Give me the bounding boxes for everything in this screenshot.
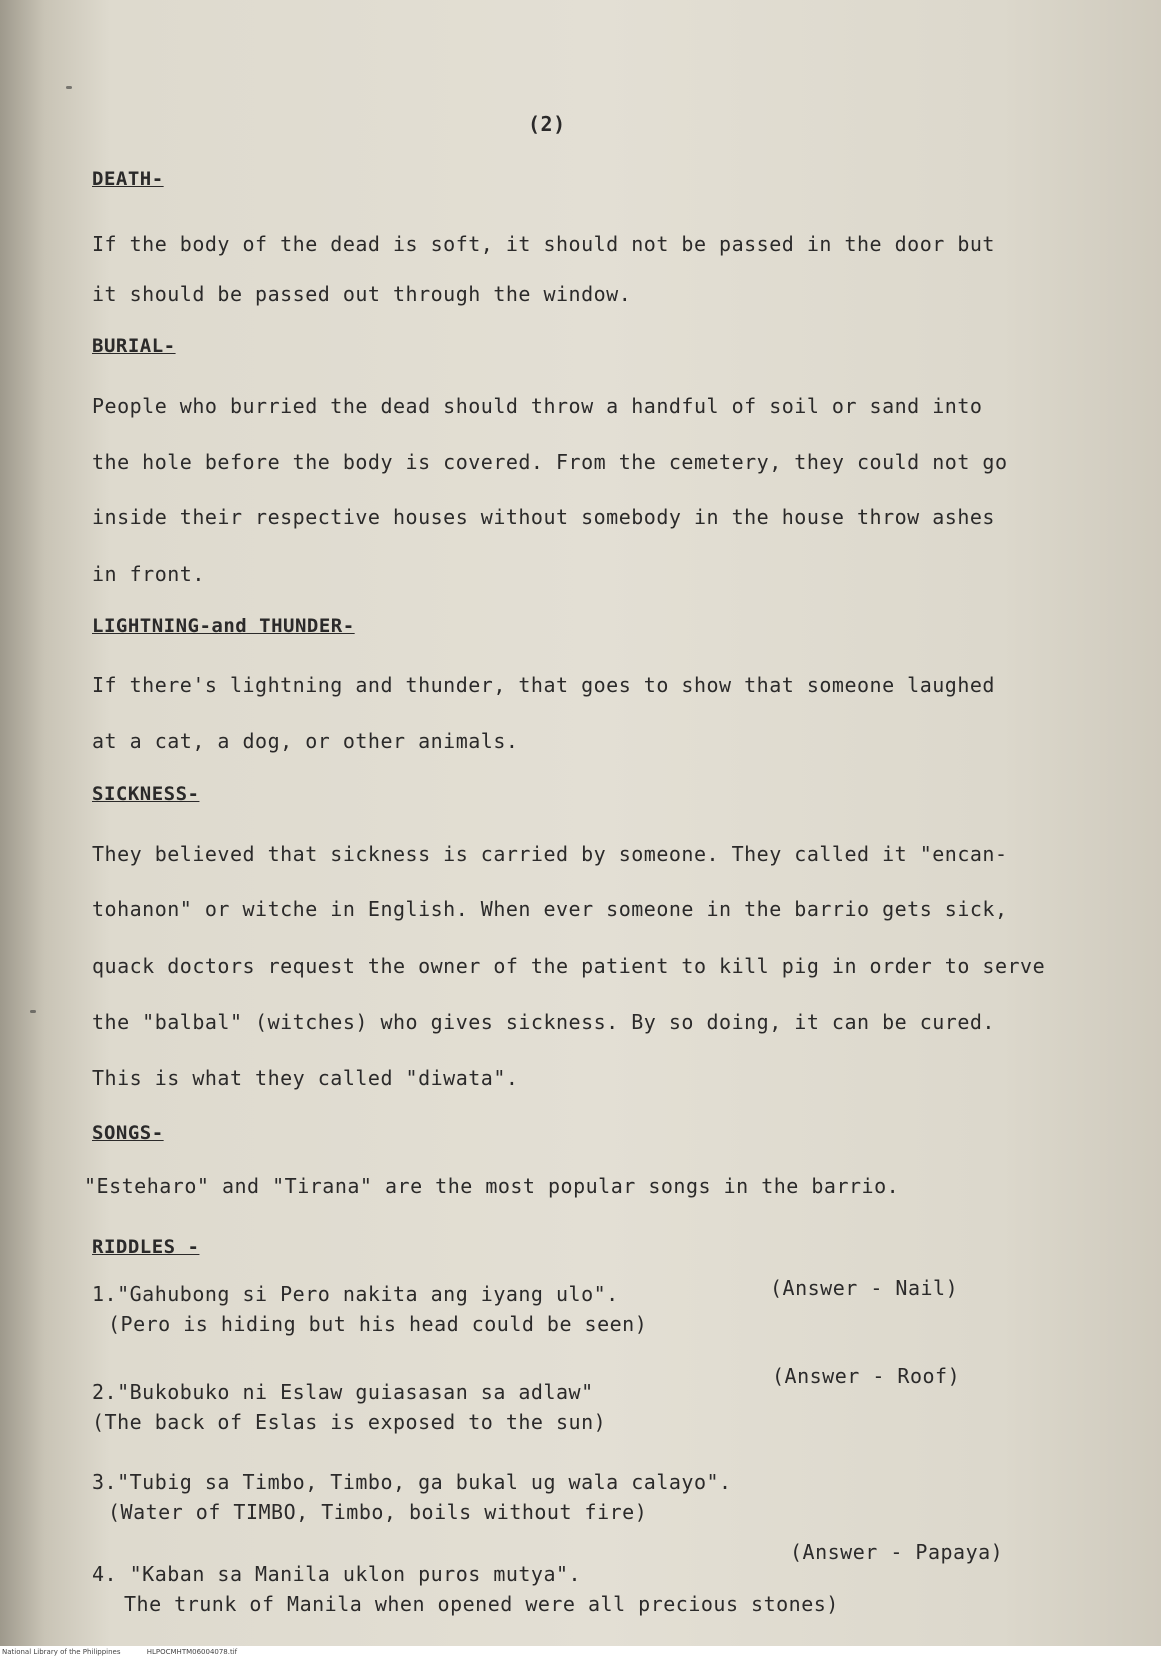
heading-lightning-thunder: LIGHTNING-and THUNDER- [92, 615, 355, 637]
heading-death: DEATH- [92, 168, 164, 190]
text-line: This is what they called "diwata". [92, 1066, 519, 1090]
text-line: People who burried the dead should throw a handful of soil or sand into [92, 394, 983, 418]
footer-library: National Library of the Philippines [2, 1648, 121, 1656]
riddle-answer: (Answer - Nail) [770, 1276, 959, 1300]
text-line: If there's lightning and thunder, that goes to show that someone laughed [92, 673, 995, 697]
riddle-answer: (Answer - Papaya) [790, 1540, 1004, 1564]
heading-songs: SONGS- [92, 1122, 164, 1144]
scan-footer [0, 1646, 1161, 1658]
riddle-translation: The trunk of Manila when opened were all precious stones) [124, 1592, 839, 1616]
riddle-line: 3."Tubig sa Timbo, Timbo, ga bukal ug wala calayo". [92, 1470, 732, 1494]
scan-smudge [30, 1010, 36, 1013]
text-line: the hole before the body is covered. From the cemetery, they could not go [92, 450, 1008, 474]
text-line: "Esteharo" and "Tirana" are the most popular songs in the barrio. [84, 1174, 900, 1198]
heading-riddles: RIDDLES - [92, 1236, 200, 1258]
scan-smudge [66, 86, 72, 89]
footer-file: HLPOCMHTM06004078.tif [146, 1648, 238, 1656]
text-line: quack doctors request the owner of the patient to kill pig in order to serve [92, 954, 1046, 978]
riddle-line: 4. "Kaban sa Manila uklon puros mutya". [92, 1562, 582, 1586]
text-line: the "balbal" (witches) who gives sickness. By so doing, it can be cured. [92, 1010, 995, 1034]
riddle-translation: (Pero is hiding but his head could be seen) [108, 1312, 648, 1336]
page-number: (2) [528, 112, 566, 136]
text-line: If the body of the dead is soft, it should not be passed in the door but [92, 232, 995, 256]
text-line: it should be passed out through the window. [92, 282, 632, 306]
heading-sickness: SICKNESS- [92, 783, 200, 805]
riddle-translation: (Water of TIMBO, Timbo, boils without fire) [108, 1500, 648, 1524]
heading-burial: BURIAL- [92, 335, 176, 357]
text-line: at a cat, a dog, or other animals. [92, 729, 519, 753]
riddle-line: 2."Bukobuko ni Eslaw guiasasan sa adlaw" [92, 1380, 594, 1404]
text-line: They believed that sickness is carried by someone. They called it "encan- [92, 842, 1008, 866]
riddle-line: 1."Gahubong si Pero nakita ang iyang ulo". [92, 1282, 619, 1306]
text-line: tohanon" or witche in English. When ever someone in the barrio gets sick, [92, 897, 1008, 921]
riddle-translation: (The back of Eslas is exposed to the sun) [92, 1410, 607, 1434]
text-line: in front. [92, 562, 205, 586]
text-line: inside their respective houses without somebody in the house throw ashes [92, 505, 995, 529]
riddle-answer: (Answer - Roof) [772, 1364, 961, 1388]
